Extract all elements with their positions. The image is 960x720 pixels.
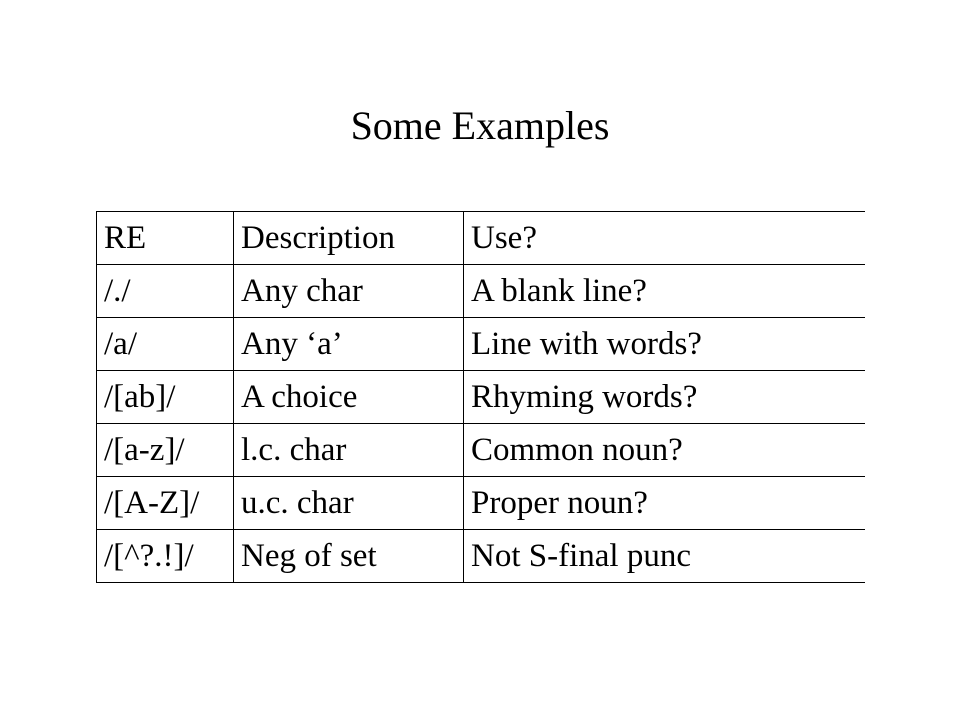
cell-re: /a/ <box>97 318 234 371</box>
table-row <box>97 530 865 583</box>
slide-title: Some Examples <box>350 103 610 148</box>
cell-re: /[A-Z]/ <box>97 477 234 530</box>
cell-use: Proper noun? <box>464 477 865 530</box>
cell-use: Not S-final punc <box>464 530 865 583</box>
table-row <box>97 265 865 318</box>
cell-re: /./ <box>97 265 234 318</box>
cell-description: A choice <box>234 371 464 424</box>
table-row <box>97 477 865 530</box>
cell-description: Any char <box>234 265 464 318</box>
header-use: Use? <box>464 212 865 265</box>
table-row <box>97 318 865 371</box>
cell-re: /[a-z]/ <box>97 424 234 477</box>
cell-use: Common noun? <box>464 424 865 477</box>
cell-description: l.c. char <box>234 424 464 477</box>
cell-description: u.c. char <box>234 477 464 530</box>
table-header-row <box>97 212 865 265</box>
header-description: Description <box>234 212 464 265</box>
examples-table <box>96 211 865 583</box>
table-row <box>97 424 865 477</box>
cell-use: Rhyming words? <box>464 371 865 424</box>
cell-re: /[^?.!]/ <box>97 530 234 583</box>
header-re: RE <box>97 212 234 265</box>
cell-re: /[ab]/ <box>97 371 234 424</box>
cell-use: Line with words? <box>464 318 865 371</box>
cell-description: Any ‘a’ <box>234 318 464 371</box>
table-row <box>97 371 865 424</box>
cell-use: A blank line? <box>464 265 865 318</box>
cell-description: Neg of set <box>234 530 464 583</box>
